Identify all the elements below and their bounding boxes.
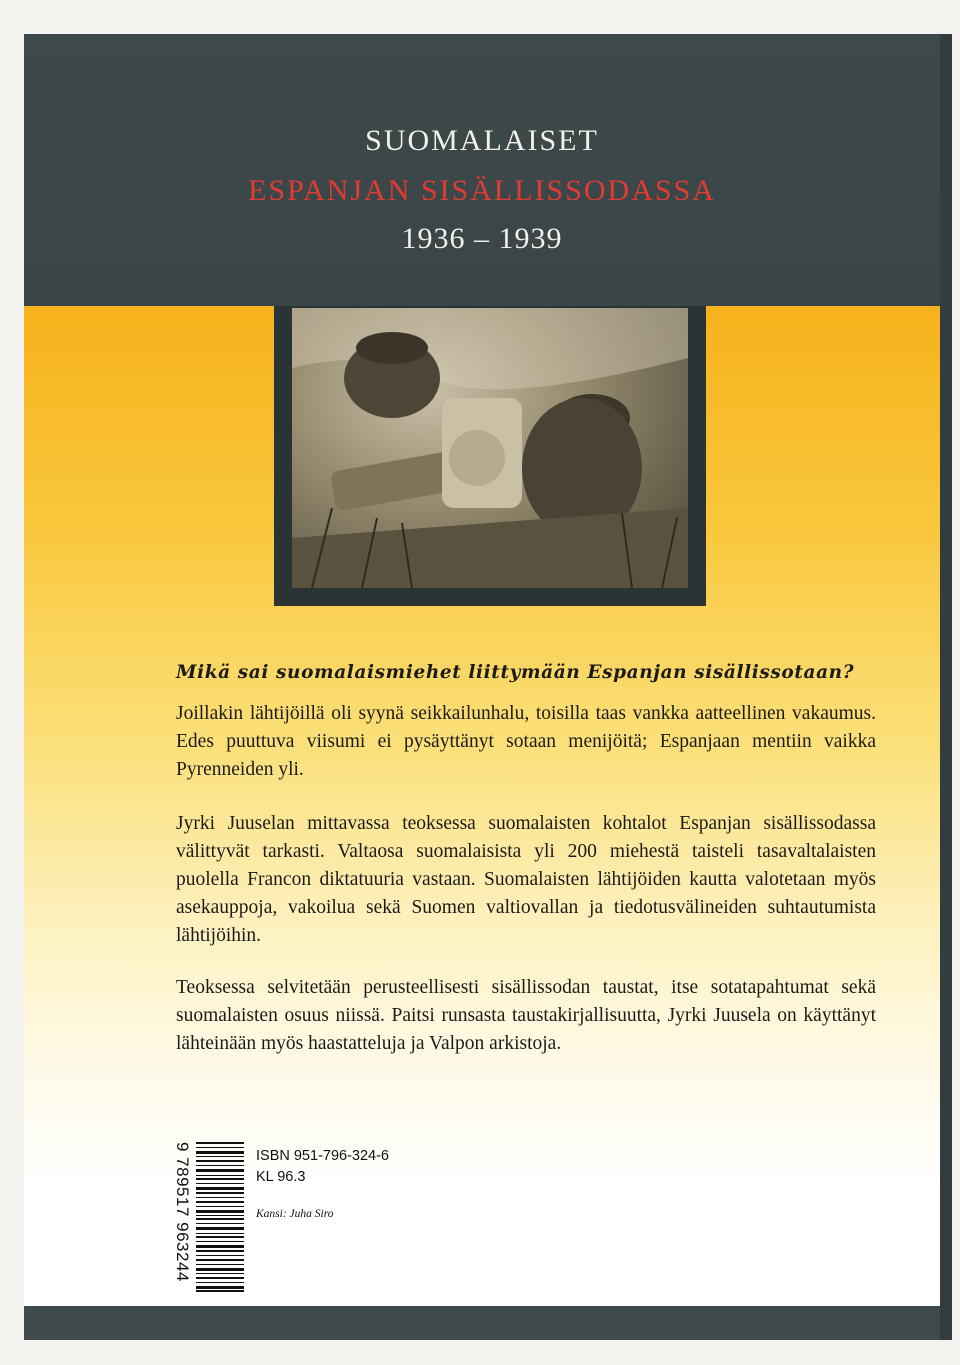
header-band [24,34,940,306]
isbn-number: ISBN 951-796-324-6 [256,1148,389,1164]
header-line-1: SUOMALAISET [365,124,599,157]
barcode-section [172,1142,432,1292]
header-years: 1936 – 1939 [401,222,563,255]
paragraph-2: Jyrki Juuselan mittavassa teoksessa suomalaisten kohtalot Espanjan sisällissodassa välittyvät tarkasti. Valtaosa suomalaisista yli 200 miehestä taisteli tasavaltalaisten puolella Francon diktatuuria vastaan. Suomalaisten lähtijöiden kautta valotetaan myös asekauppoja, vakoilua sekä Suomen valtiovallan ja tiedotusvälineiden suhtautumista lähtijöihin. [176,813,876,946]
photo-frame [274,306,706,606]
barcode-bars [196,1142,244,1292]
war-photo-illustration [292,308,688,588]
isbn-info [256,1146,389,1188]
book-back-cover [24,34,952,1340]
bottom-band [24,1306,940,1340]
cover-credit: Kansi: Juha Siro [256,1208,334,1220]
war-photo [292,308,688,588]
question-heading: Mikä sai suomalaismiehet liittymään Espanjan sisällissotaan? [176,662,855,683]
header-line-2: ESPANJAN SISÄLLISSODASSA [248,174,716,207]
library-class: KL 96.3 [256,1169,306,1185]
barcode-digits: 9 789517 963244 [173,1142,192,1282]
paragraph-1: Joillakin lähtijöillä oli syynä seikkailunhalu, toisilla taas vankka aatteellinen vakaumus. Edes puuttuva viisumi ei pysäyttänyt sotaan menijöitä; Espanjaan mentiin vaikka Pyrenneiden yli. [176,703,876,780]
paragraph-3: Teoksessa selvitetään perusteellisesti sisällissodan taustat, itse sotatapahtumat sekä suomalaisten osuus niissä. Paitsi runsasta taustakirjallisuutta, Jyrki Juusela on käyttänyt lähteinään myös haastatteluja ja Valpon arkistoja. [176,977,876,1054]
